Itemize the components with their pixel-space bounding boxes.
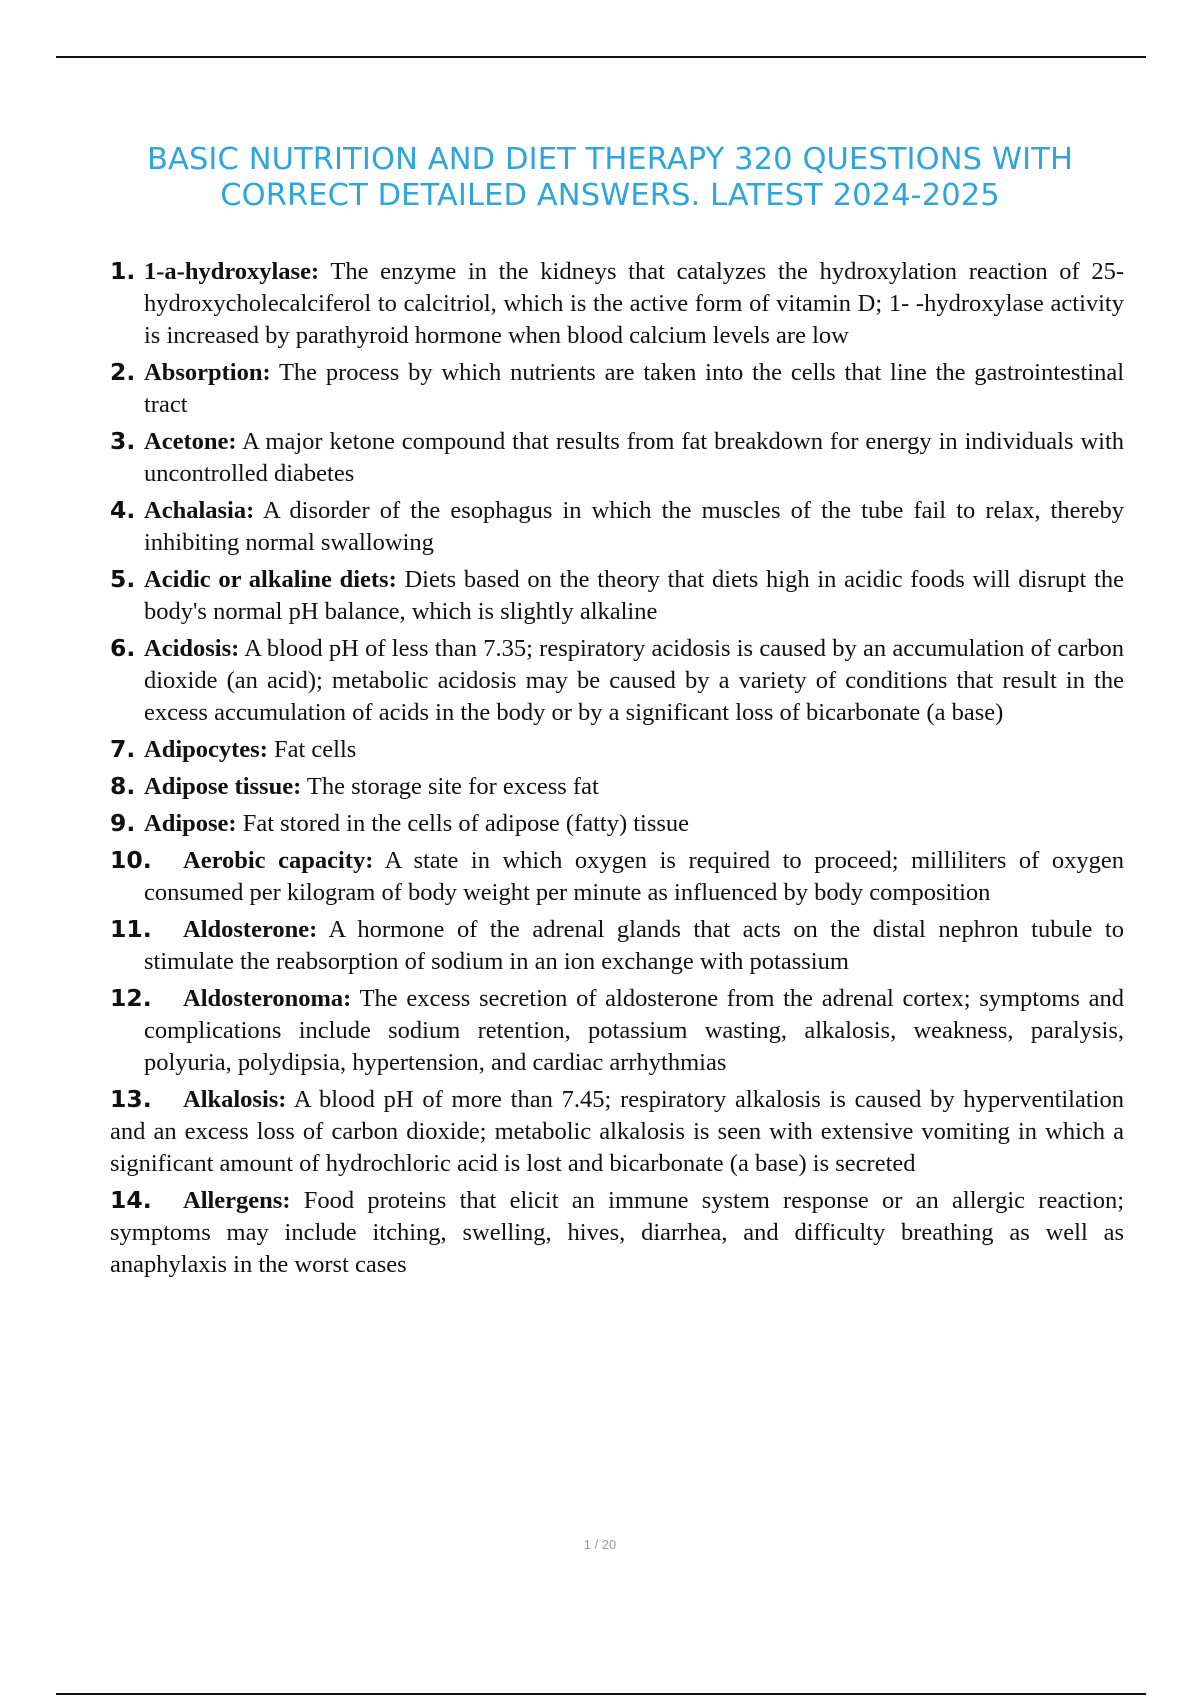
entry-definition: A blood pH of less than 7.35; respiratory acidosis is caused by an accumulation of carbon dioxide (an acid); metabolic acidosis may be caused by a variety of conditions that result in the excess accumulation of acids in the body or by a significant loss of bicarbonate (a base) bbox=[144, 635, 1124, 726]
entry-number: 9. bbox=[110, 809, 136, 837]
entry-definition: The storage site for excess fat bbox=[306, 773, 599, 800]
bottom-rule bbox=[56, 1693, 1146, 1695]
page-number: 1 / 20 bbox=[583, 1537, 617, 1552]
glossary-entry bbox=[110, 356, 1124, 421]
entry-number: 6. bbox=[110, 634, 136, 662]
entry-term: Acidosis: bbox=[144, 635, 240, 662]
entry-definition: The process by which nutrients are taken into the cells that line the gastrointestinal tract bbox=[144, 359, 1124, 418]
entry-term: 1-a-hydroxylase: bbox=[144, 258, 320, 285]
entry-number: 11. bbox=[110, 915, 152, 943]
entry-number: 13. bbox=[110, 1085, 152, 1113]
glossary-entry bbox=[110, 1083, 1124, 1180]
glossary-entry bbox=[110, 563, 1124, 628]
glossary-entry bbox=[110, 632, 1124, 729]
entry-term: Acidic or alkaline diets: bbox=[144, 566, 397, 593]
entry-definition: Food proteins that elicit an immune system response or an allergic reaction; symptoms may include itching, swelling, hives, diarrhea, and difficulty breathing as well as anaphylaxis in the worst cases bbox=[110, 1187, 1125, 1278]
entry-number: 5. bbox=[110, 565, 136, 593]
glossary-entry bbox=[110, 255, 1124, 352]
document-title bbox=[110, 142, 1110, 214]
entry-term: Aerobic capacity: bbox=[183, 847, 374, 874]
entry-term: Absorption: bbox=[144, 359, 271, 386]
entry-number: 2. bbox=[110, 358, 136, 386]
entry-number: 3. bbox=[110, 427, 136, 455]
glossary-entry bbox=[110, 807, 1124, 840]
entry-definition: A disorder of the esophagus in which the muscles of the tube fail to relax, thereby inhibiting normal swallowing bbox=[144, 497, 1124, 556]
entry-number: 4. bbox=[110, 496, 136, 524]
glossary-entry bbox=[110, 913, 1124, 978]
entry-definition: A blood pH of more than 7.45; respiratory alkalosis is caused by hyperventilation and an excess loss of carbon dioxide; metabolic alkalosis is seen with extensive vomiting in which a significant amount of hydrochloric acid is lost and bicarbonate (a base) is secreted bbox=[110, 1086, 1124, 1177]
entry-term: Acetone: bbox=[144, 428, 237, 455]
entry-number: 10. bbox=[110, 846, 152, 874]
entry-term: Adipose: bbox=[144, 810, 237, 837]
glossary-entry bbox=[110, 1184, 1124, 1281]
entry-definition: A state in which oxygen is required to proceed; milliliters of oxygen consumed per kilogram of body weight per minute as influenced by body composition bbox=[144, 847, 1124, 906]
entry-term: Achalasia: bbox=[144, 497, 255, 524]
entry-number: 12. bbox=[110, 984, 152, 1012]
entry-number: 8. bbox=[110, 772, 136, 800]
glossary-entry bbox=[110, 494, 1124, 559]
entry-definition: The enzyme in the kidneys that catalyzes the hydroxylation reaction of 25-hydroxycholecalciferol to calcitriol, which is the active form of vitamin D; 1- -hydroxylase activity is increased by parathyroid hormone when blood calcium levels are low bbox=[144, 258, 1125, 349]
top-rule bbox=[56, 56, 1146, 58]
entry-number: 7. bbox=[110, 735, 136, 763]
glossary-entry bbox=[110, 770, 1124, 803]
entry-term: Adipose tissue: bbox=[144, 773, 302, 800]
glossary-list bbox=[110, 255, 1124, 1285]
entry-term: Alkalosis: bbox=[183, 1086, 287, 1113]
entry-number: 14. bbox=[110, 1186, 152, 1214]
entry-definition: Fat stored in the cells of adipose (fatty) tissue bbox=[242, 810, 690, 837]
entry-number: 1. bbox=[110, 257, 136, 285]
entry-definition: A major ketone compound that results from fat breakdown for energy in individuals with uncontrolled diabetes bbox=[144, 428, 1124, 487]
entry-definition: The excess secretion of aldosterone from the adrenal cortex; symptoms and complications include sodium retention, potassium wasting, alkalosis, weakness, paralysis, polyuria, polydipsia, hypertension, and cardiac arrhythmias bbox=[144, 985, 1125, 1076]
entry-term: Allergens: bbox=[183, 1187, 291, 1214]
title-line-1: BASIC NUTRITION AND DIET THERAPY 320 QUESTIONS WITH bbox=[146, 142, 1074, 177]
glossary-entry bbox=[110, 982, 1124, 1079]
entry-term: Adipocytes: bbox=[144, 736, 268, 763]
entry-definition: A hormone of the adrenal glands that acts on the distal nephron tubule to stimulate the reabsorption of sodium in an ion exchange with potassium bbox=[144, 916, 1124, 975]
entry-term: Aldosterone: bbox=[183, 916, 318, 943]
title-line-2: CORRECT DETAILED ANSWERS. LATEST 2024-2025 bbox=[220, 178, 1000, 213]
glossary-entry bbox=[110, 844, 1124, 909]
entry-definition: Diets based on the theory that diets high in acidic foods will disrupt the body's normal pH balance, which is slightly alkaline bbox=[144, 566, 1124, 625]
entry-definition: Fat cells bbox=[273, 736, 357, 763]
glossary-entry bbox=[110, 425, 1124, 490]
entry-term: Aldosteronoma: bbox=[183, 985, 352, 1012]
glossary-entry bbox=[110, 733, 1124, 766]
